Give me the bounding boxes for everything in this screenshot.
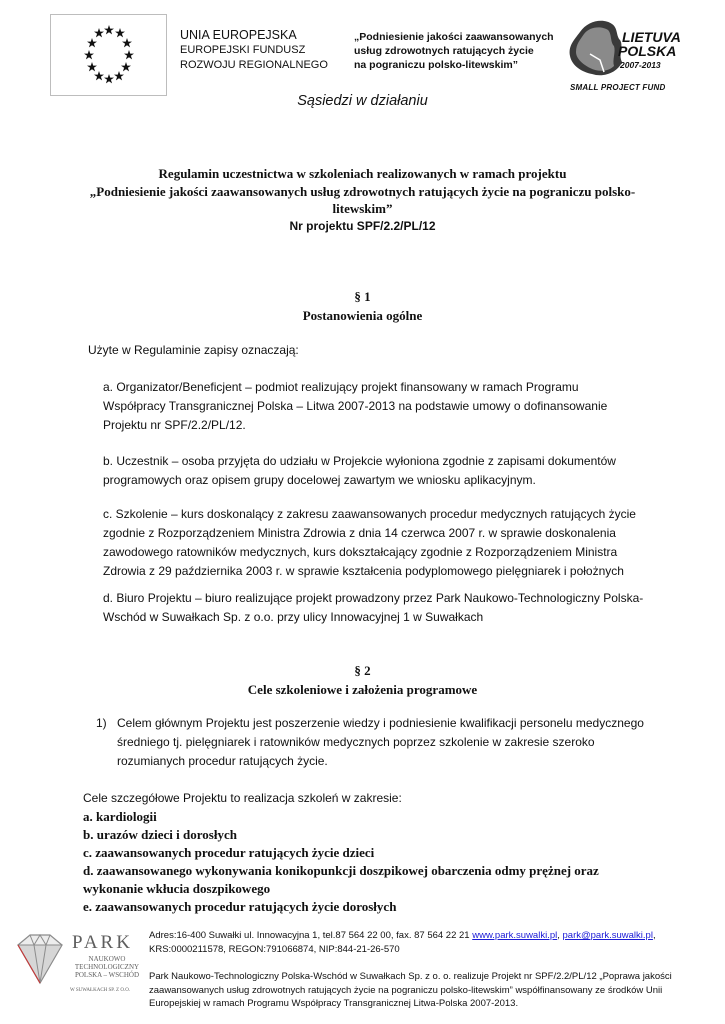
item-1-line: Celem głównym Projektu jest poszerzenie wiedzy i podniesienie kwalifikacji personelu medycznego xyxy=(117,716,644,730)
section-1-heading xyxy=(0,287,725,325)
goal-item: c. zaawansowanych procedur ratujących życie dzieci xyxy=(83,845,375,860)
definition-c-line: c. Szkolenie – kurs doskonalący z zakresu zaawansowanych procedur medycznych ratujących życie xyxy=(103,507,636,521)
email-link[interactable]: park@park.suwalki.pl xyxy=(562,930,653,941)
definition-a xyxy=(103,378,607,435)
section-1-title: Postanowienia ogólne xyxy=(302,308,423,323)
definition-a-line: a. Organizator/Beneficjent – podmiot realizujący projekt finansowany w ramach Programu xyxy=(103,380,579,394)
definition-c-line: zgodnie z Rozporządzeniem Ministra Zdrowia z dnia 14 czerwca 2007 r. w sprawie doskonalenia xyxy=(103,526,616,540)
park-logo-sub-line: TECHNOLOGICZNY xyxy=(74,963,140,971)
section-2-heading xyxy=(0,661,725,699)
definition-a-line: Projektu nr SPF/2.2/PL/12. xyxy=(103,418,246,432)
title-line-2: „Podniesienie jakości zaawansowanych usług zdrowotnych ratujących życie na pograniczu polsko- xyxy=(89,183,636,199)
diamond-icon xyxy=(10,931,70,991)
definition-d-line: Wschód w Suwałkach Sp. z o.o. przy ulicy Innowacyjnej 1 w Suwałkach xyxy=(103,610,484,624)
project-number: Nr projektu SPF/2.2/PL/12 xyxy=(289,218,436,233)
footer-contact xyxy=(149,929,709,1011)
definition-b-line: b. Uczestnik – osoba przyjęta do udziału w Projekcie wyłoniona zgodnie z zapisami dokumentów xyxy=(103,454,616,468)
project-header-line-3: na pograniczu polsko-litewskim” xyxy=(354,59,518,71)
goal-item: wykonanie wkłucia doszpikowego xyxy=(83,881,271,896)
footer-spacer xyxy=(149,956,709,970)
eu-fund-text xyxy=(180,28,328,73)
definition-d-line: d. Biuro Projektu – biuro realizujące projekt prowadzony przez Park Naukowo-Technologiczny Polska- xyxy=(103,591,644,605)
park-logo-sub-line: POLSKA – WSCHÓD xyxy=(74,971,140,979)
project-header-line-2: usług zdrowotnych ratujących życie xyxy=(354,45,534,57)
definition-c-line: zawodowego ratowników medycznych, kurs dokształcający zgodnie z Rozporządzeniem Ministra xyxy=(103,545,618,559)
definition-d xyxy=(103,589,643,627)
definition-b-line: programowych oraz opisem grupy docelowej zawartym we wniosku aplikacyjnym. xyxy=(103,473,536,487)
logo-lietuva-text: LIETUVA xyxy=(622,29,681,45)
logo-caption: SMALL PROJECT FUND xyxy=(570,83,666,92)
park-logo xyxy=(10,925,140,995)
section-1-number: § 1 xyxy=(354,289,371,304)
footer-registry: KRS:0000211578, REGON:791066874, NIP:844-21-26-570 xyxy=(149,943,400,955)
title-line-3: litewskim” xyxy=(332,201,393,216)
logo-polska-text: POLSKA xyxy=(618,43,677,59)
footer-address: Adres:16-400 Suwałki ul. Innowacyjna 1, tel.87 564 22 00, fax. 87 564 22 21 xyxy=(149,930,473,941)
eu-line-2: EUROPEJSKI FUNDUSZ xyxy=(180,44,306,56)
motto: Sąsiedzi w działaniu xyxy=(297,93,428,109)
goal-item: e. zaawansowanych procedur ratujących życie dorosłych xyxy=(83,899,397,914)
goals-intro: Cele szczegółowe Projektu to realizacja szkoleń w zakresie: xyxy=(83,791,402,805)
section-2-title: Cele szkoleniowe i założenia programowe xyxy=(247,682,478,697)
definition-c-line: Zdrowia z 29 października 2003 r. w sprawie kształcenia podyplomowego pielęgniarek i położnych xyxy=(103,564,624,578)
link-separator: , xyxy=(557,930,563,941)
document-title xyxy=(60,165,665,235)
title-line-1: Regulamin uczestnictwa w szkoleniach realizowanych w ramach projektu xyxy=(158,166,567,181)
section-2-number: § 2 xyxy=(354,663,371,678)
section-1-intro: Użyte w Regulaminie zapisy oznaczają: xyxy=(88,343,299,357)
footer-statement-line: Park Naukowo-Technologiczny Polska-Wschód w Suwałkach Sp. z o. o. realizuje Projekt nr SPF/2.2/PL/12 „Poprawa jakości xyxy=(149,971,672,982)
website-link[interactable]: www.park.suwalki.pl xyxy=(472,930,558,941)
eu-line-1: UNIA EUROPEJSKA xyxy=(180,28,297,42)
item-1-line: średniego tj. pielęgniarek i ratowników medycznych poprzez szkolenie w zakresie szeroko xyxy=(117,735,595,749)
footer-statement-line: zaawansowanych usług zdrowotnych ratujących życie na pograniczu polsko-litewskim” współfinansowany ze środków Unii xyxy=(149,984,663,996)
park-logo-title: PARK xyxy=(72,932,133,953)
goals-list xyxy=(83,808,599,916)
eu-flag-logo xyxy=(50,14,167,96)
footer-statement-line: Europejskiej w ramach Programu Współpracy Transgranicznej Litwa-Polska 2007-2013. xyxy=(149,998,519,1009)
logo-years-text: 2007-2013 xyxy=(620,60,661,70)
park-logo-subtitle xyxy=(72,955,142,979)
park-logo-sub-line: NAUKOWO xyxy=(88,955,126,963)
definition-b xyxy=(103,452,616,490)
goal-item: b. urazów dzieci i dorosłych xyxy=(83,827,237,842)
project-name-header xyxy=(354,30,554,72)
item-1 xyxy=(117,714,644,771)
park-logo-small-text: W SUWAŁKACH SP. Z O.O. xyxy=(70,988,131,993)
definition-a-line: Współpracy Transgranicznej Polska – Litwa 2007-2013 na podstawie umowy o dofinansowanie xyxy=(103,399,608,413)
definition-c xyxy=(103,505,636,581)
small-project-fund-logo xyxy=(560,14,685,96)
footer-address-line xyxy=(149,929,709,943)
eu-stars-icon xyxy=(51,15,168,97)
goal-item: d. zaawansowanego wykonywania konikopunkcji doszpikowej obarczenia odmy prężnej oraz xyxy=(83,863,599,878)
address-suffix: , xyxy=(652,930,656,941)
eu-line-3: ROZWOJU REGIONALNEGO xyxy=(180,59,328,71)
item-1-marker: 1) xyxy=(96,716,107,730)
project-header-line-1: „Podniesienie jakości zaawansowanych xyxy=(354,31,554,43)
goal-item: a. kardiologii xyxy=(83,809,157,824)
item-1-line: rozumianych procedur ratujących życie. xyxy=(117,754,328,768)
